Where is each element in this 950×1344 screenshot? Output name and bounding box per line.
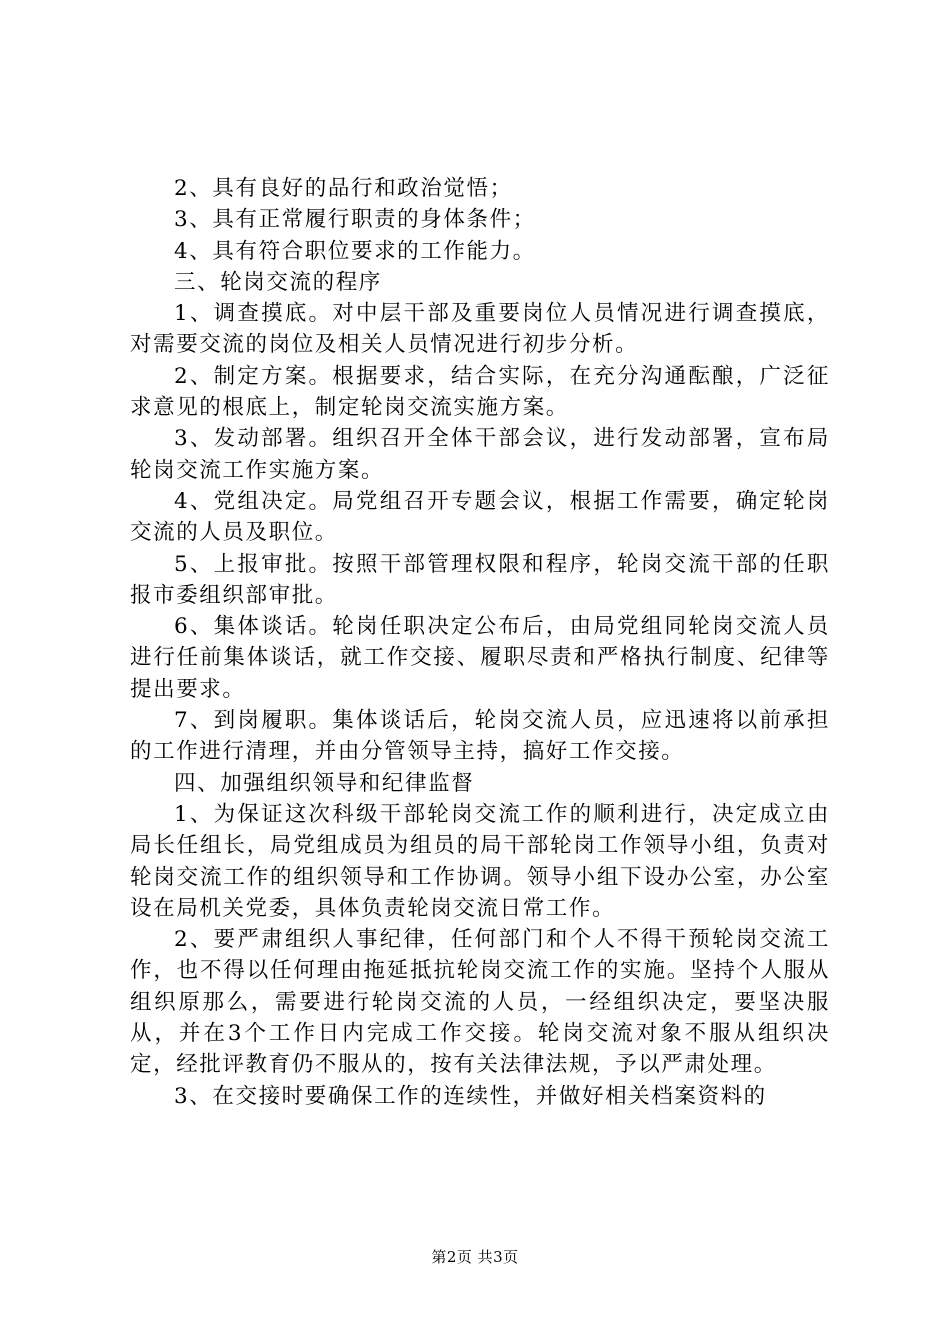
document-body [130, 173, 830, 1112]
discipline-item-1: 1、为保证这次科级干部轮岗交流工作的顺利进行，决定成立由局长任组长，局党组成员为组员的局干部轮岗工作领导小组，负责对轮岗交流工作的组织领导和工作协调。领导小组下设办公室，办公室设在局机关党委，具体负责轮岗交流日常工作。 [130, 801, 830, 921]
discipline-item-3: 3、在交接时要确保工作的连续性，并做好相关档案资料的 [174, 1083, 767, 1109]
discipline-item-2: 2、要严肃组织人事纪律，任何部门和个人不得干预轮岗交流工作，也不得以任何理由拖延抵抗轮岗交流工作的实施。坚持个人服从组织原那么，需要进行轮岗交流的人员，一经组织决定，要坚决服从，并在3个工作日内完成工作交接。轮岗交流对象不服从组织决定，经批评教育仍不服从的，按有关法律法规，予以严肃处理。 [130, 927, 830, 1078]
section-heading-procedure: 三、轮岗交流的程序 [174, 269, 382, 295]
procedure-step-2: 2、制定方案。根据要求，结合实际，在充分沟通酝酿，广泛征求意见的根底上，制定轮岗交流实施方案。 [130, 363, 830, 421]
procedure-step-5: 5、上报审批。按照干部管理权限和程序，轮岗交流干部的任职报市委组织部审批。 [130, 551, 830, 608]
requirement-item-2: 2、具有良好的品行和政治觉悟； [174, 176, 513, 201]
procedure-step-1: 1、调查摸底。对中层干部及重要岗位人员情况进行调查摸底，对需要交流的岗位及相关人员情况进行初步分析。 [130, 301, 830, 358]
requirement-item-4: 4、具有符合职位要求的工作能力。 [174, 238, 536, 264]
procedure-step-3: 3、发动部署。组织召开全体干部会议，进行发动部署，宣布局轮岗交流工作实施方案。 [130, 426, 830, 483]
procedure-step-7: 7、到岗履职。集体谈话后，轮岗交流人员，应迅速将以前承担的工作进行清理，并由分管领导主持，搞好工作交接。 [130, 708, 830, 765]
requirement-item-3: 3、具有正常履行职责的身体条件； [174, 207, 536, 233]
page-number-footer: 第2页 共3页 [431, 1248, 519, 1266]
procedure-step-4: 4、党组决定。局党组召开专题会议，根据工作需要，确定轮岗交流的人员及职位。 [130, 488, 830, 546]
procedure-step-6: 6、集体谈话。轮岗任职决定公布后，由局党组同轮岗交流人员进行任前集体谈话，就工作交接、履职尽责和严格执行制度、纪律等提出要求。 [130, 614, 830, 702]
section-heading-discipline: 四、加强组织领导和纪律监督 [174, 770, 475, 796]
